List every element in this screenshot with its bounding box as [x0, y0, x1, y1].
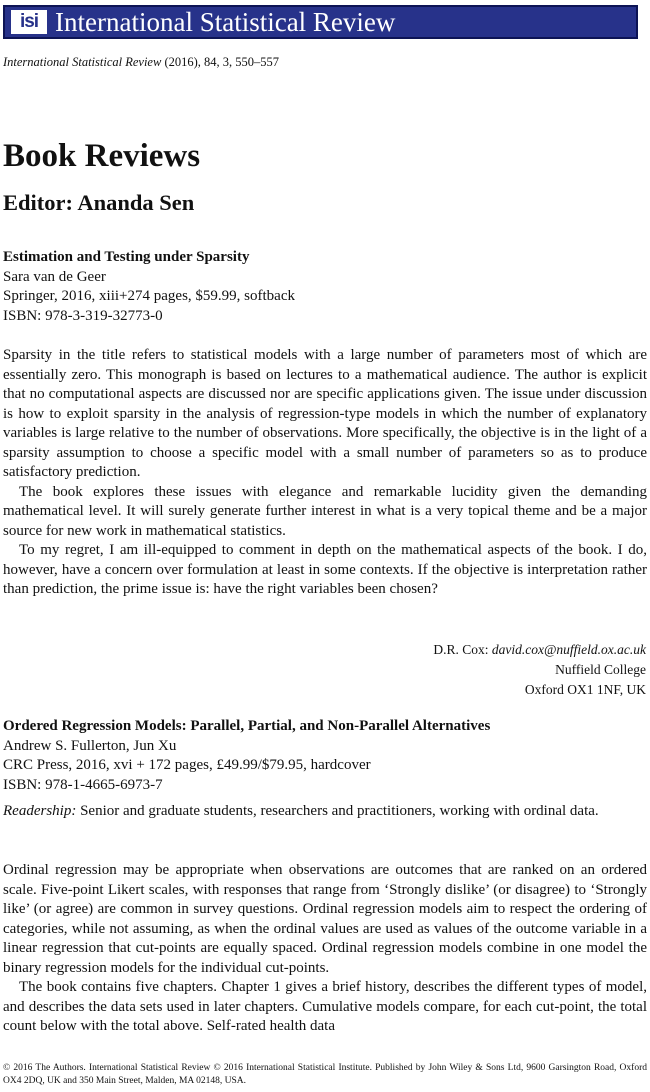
review1-body — [3, 346, 647, 600]
reviewer-email[interactable]: david.cox@nuffield.ox.ac.uk — [491, 642, 646, 657]
review1-paragraph: Sparsity in the title refers to statistical models with a large number of parameters most of which are essentially zero. This monograph is based on lectures to a mathematical audience. The author is explicit that no computational aspects are discussed nor are specific applications given. The issue under discussion is how to exploit sparsity in the analysis of regression-type models in which the number of explanatory variables is large relative to the number of observations. More specifically, the objective is in the light of a sparsity assumption to choose a specific model with a small number of parameters so as to produce satisfactory prediction. — [3, 347, 647, 480]
section-title: Book Reviews — [3, 138, 201, 174]
journal-title: International Statistical Review — [55, 7, 396, 37]
review1-title: Estimation and Testing under Sparsity — [3, 249, 250, 265]
review1-signature — [433, 640, 646, 700]
review1-isbn: ISBN: 978-3-319-32773-0 — [3, 307, 163, 324]
review1-bibliography — [3, 248, 295, 326]
review2-title: Ordered Regression Models: Parallel, Partial, and Non-Parallel Alternatives — [3, 718, 491, 734]
review1-publisher: Springer, 2016, xiii+274 pages, $59.99, softback — [3, 288, 295, 304]
journal-banner — [3, 5, 638, 39]
readership-label: Readership: — [3, 803, 77, 819]
review2-isbn: ISBN: 978-1-4665-6973-7 — [3, 776, 163, 793]
review1-author: Sara van de Geer — [3, 268, 106, 285]
review2-publisher: CRC Press, 2016, xvi + 172 pages, £49.99/$79.95, hardcover — [3, 757, 371, 773]
review2-author: Andrew S. Fullerton, Jun Xu — [3, 737, 177, 754]
review2-paragraph: Ordinal regression may be appropriate when observations are outcomes that are ranked on an ordered scale. Five-point Likert scales, with responses that range from ‘Strongly dislike’ (or disagree) to ‘Strongly like’ (or agree) are common in survey questions. Ordinal regression models aim to respect the ordering of categories, while not assuming, as when the ordinal values are used as values of the outcome variable in a linear regression that cut-points are equally spaced. Ordinal regression models combine in one model the binary regression models for the individual cut-points. — [3, 862, 647, 976]
copyright-footer: © 2016 The Authors. International Statistical Review © 2016 International Statistical Institute. Published by John Wiley & Sons Ltd, 9600 Garsington Road, Oxford OX4 2DQ, UK and 350 Main Street, Malden, MA 02148, USA. — [3, 1063, 647, 1086]
reviewer-affiliation: Nuffield College — [555, 662, 646, 677]
readership-text: Senior and graduate students, researchers and practitioners, working with ordinal data. — [76, 803, 599, 819]
isi-logo: isi — [11, 10, 47, 34]
reviewer-name: D.R. Cox: — [433, 642, 492, 657]
review1-paragraph: To my regret, I am ill-equipped to comment in depth on the mathematical aspects of the book. I do, however, have a concern over formulation at least in some contexts. If the objective is interpretation rather than prediction, the prime issue is: have the right variables been chosen? — [3, 542, 647, 597]
review2-readership — [3, 802, 647, 822]
review2-paragraph: The book contains five chapters. Chapter 1 gives a brief history, describes the different types of model, and describes the data sets used in later chapters. Cumulative models compare, for each cut-point, the total count below with the total above. Self-rated health data — [3, 979, 647, 1034]
citation-line — [3, 55, 279, 70]
citation-journal: International Statistical Review — [3, 55, 162, 69]
citation-detail: (2016), 84, 3, 550–557 — [161, 55, 280, 69]
review2-bibliography — [3, 717, 490, 795]
review1-paragraph: The book explores these issues with elegance and remarkable lucidity given the demanding mathematical level. It will surely generate further interest in what is a very topical theme and be a major source for new work in mathematical statistics. — [3, 483, 647, 539]
editor-line: Editor: Ananda Sen — [3, 190, 195, 215]
review2-body — [3, 861, 647, 1037]
reviewer-address: Oxford OX1 1NF, UK — [524, 682, 646, 697]
